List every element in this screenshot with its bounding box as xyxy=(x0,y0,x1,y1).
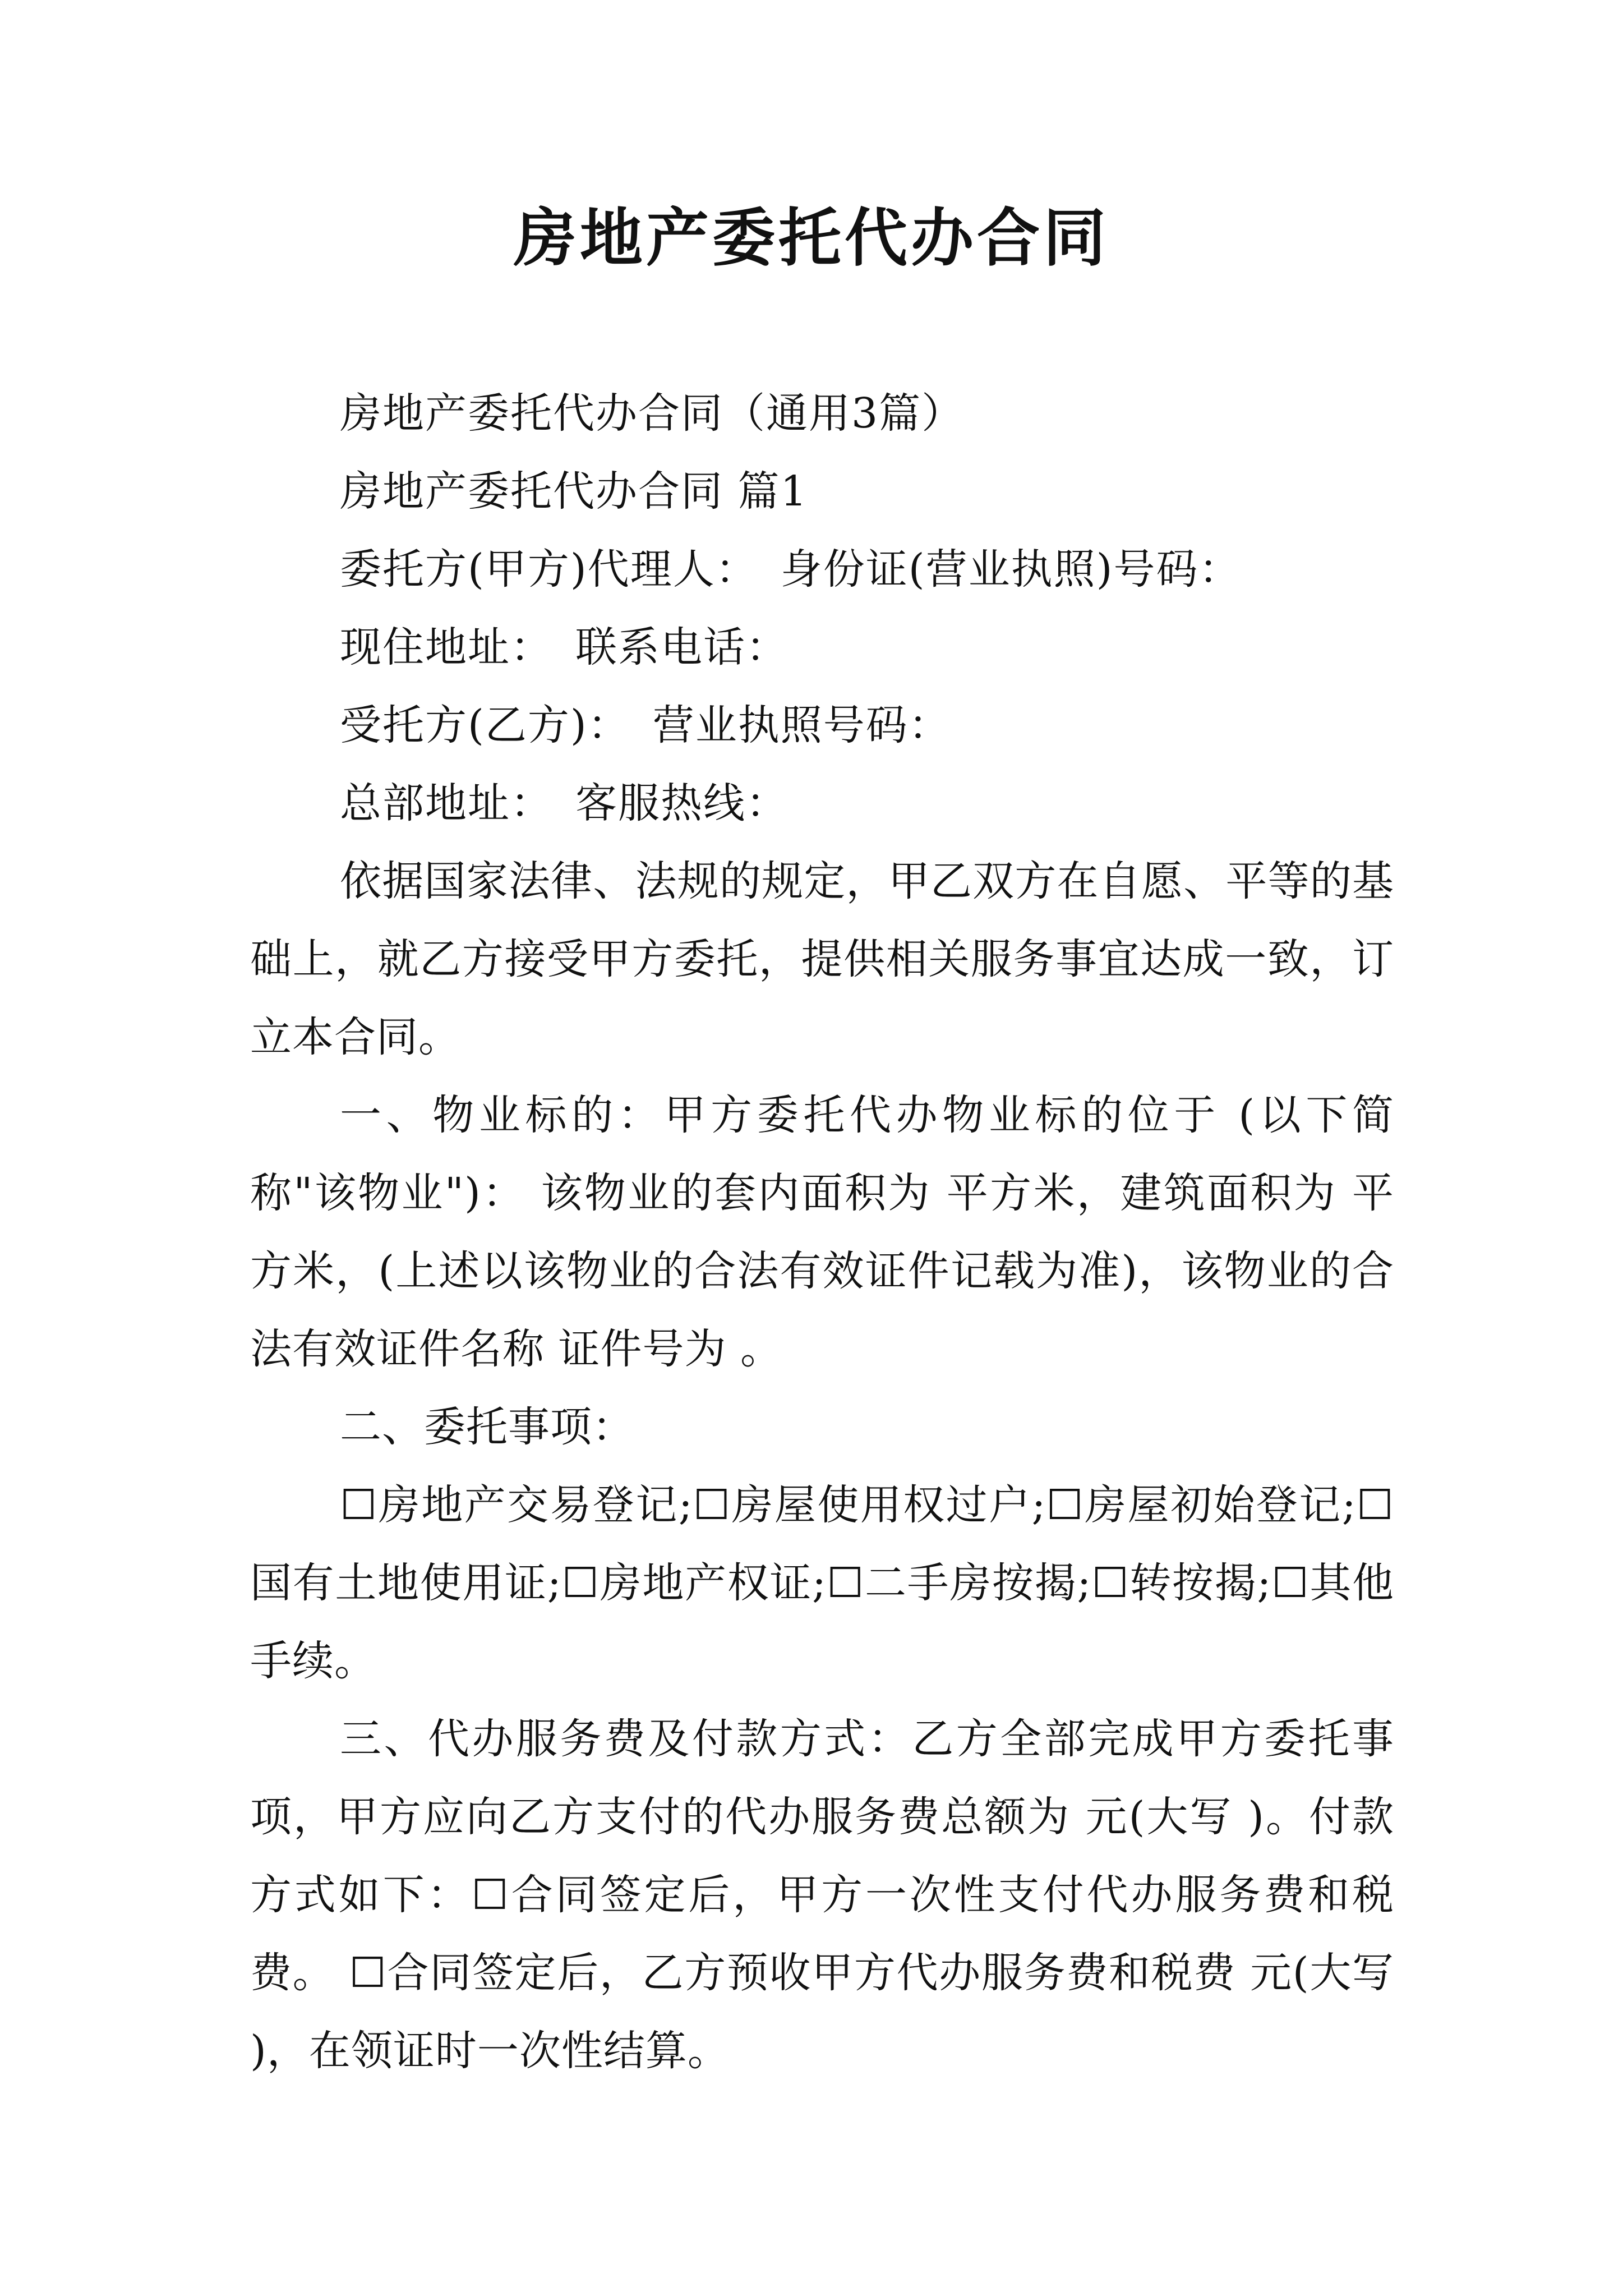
paragraph-entrusted-matters-options: ☐房地产交易登记;☐房屋使用权过户;☐房屋初始登记;☐国有土地使用证;☐房地产权证;☐二手房按揭;☐转按揭;☐其他手续。 xyxy=(250,1481,1394,1685)
field-label-principal-agent: 委托方(甲方)代理人： xyxy=(340,545,758,593)
paragraph-entrusted-matters-heading: 二、委托事项： xyxy=(340,1403,634,1451)
paragraph-property-subject: 一、物业标的：甲方委托代办物业标的位于 (以下简称"该物业")： 该物业的套内面积为 平方米，建筑面积为 平方米，(上述以该物业的合法有效证件记载为准)，该物业的合法有效证件名称 证件号为 。 xyxy=(250,1091,1394,1373)
document-title: 房地产委托代办合同 xyxy=(514,201,1109,275)
paragraph-service-fee: 三、代办服务费及付款方式：乙方全部完成甲方委托事项，甲方应向乙方支付的代办服务费总额为 元(大写 )。付款方式如下：☐合同签定后，甲方一次性支付代办服务费和税费。 ☐合同签定后，乙方预收甲方代办服务费和税费 元(大写 )，在领证时一次性结算。 xyxy=(250,1715,1394,2075)
field-line-principal xyxy=(250,531,1394,609)
field-label-current-address: 现住地址： xyxy=(340,623,553,671)
paragraph-preamble: 依据国家法律、法规的规定，甲乙双方在自愿、平等的基础上，就乙方接受甲方委托，提供相关服务事宜达成一致，订立本合同。 xyxy=(250,857,1394,1061)
field-line-address xyxy=(250,609,1394,687)
field-label-trustee: 受托方(乙方)： xyxy=(340,701,630,749)
field-label-phone: 联系电话： xyxy=(575,623,789,671)
field-label-hotline: 客服热线： xyxy=(575,779,789,827)
field-label-hq-address: 总部地址： xyxy=(340,779,553,827)
heading-line-collection: 房地产委托代办合同（通用3篇） xyxy=(340,389,965,438)
field-line-trustee xyxy=(250,687,1394,765)
document-body xyxy=(250,375,1394,2090)
field-line-headquarters xyxy=(250,765,1394,843)
heading-line-part-one: 房地产委托代办合同 篇1 xyxy=(340,467,808,516)
field-label-id-number: 身份证(营业执照)号码： xyxy=(780,545,1242,593)
field-label-license-number: 营业执照号码： xyxy=(652,701,951,749)
